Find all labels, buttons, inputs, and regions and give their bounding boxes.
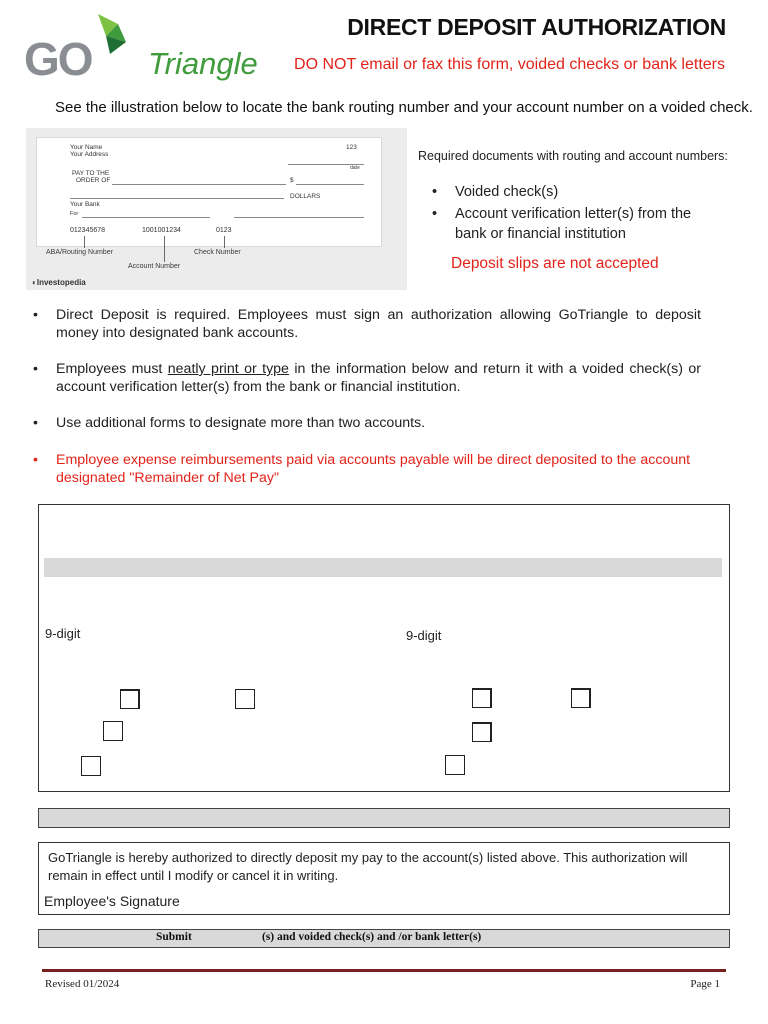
check-name: Your Name bbox=[70, 144, 103, 151]
check-dollars: DOLLARS bbox=[290, 193, 321, 200]
account-number-label: Account Number bbox=[128, 263, 181, 270]
required-item-voided-check: • Voided check(s) bbox=[432, 182, 702, 202]
account-header-band bbox=[44, 558, 722, 577]
check-routing-digits: 012345678 bbox=[70, 227, 106, 234]
account1-checkbox-b[interactable] bbox=[235, 689, 255, 709]
footer-rule bbox=[42, 969, 726, 972]
account1-checkbox-a[interactable] bbox=[120, 689, 140, 709]
gotriangle-logo-icon bbox=[92, 12, 136, 56]
check-payee-line bbox=[112, 184, 286, 185]
employee-signature-label: Employee's Signature bbox=[44, 893, 180, 909]
bullet-underlined-text: neatly print or type bbox=[167, 361, 289, 377]
account2-checkbox-c[interactable] bbox=[472, 722, 492, 742]
check-for: For bbox=[70, 211, 79, 217]
check-bank: Your Bank bbox=[70, 201, 100, 208]
bullet-direct-deposit-required bbox=[33, 306, 701, 343]
account-information-box bbox=[38, 504, 730, 792]
submit-instructions: (s) and voided check(s) and /or bank letter(s) bbox=[262, 931, 482, 943]
account2-checkbox-a[interactable] bbox=[472, 688, 492, 708]
check-account-digits: 1001001234 bbox=[142, 227, 181, 234]
check-address: Your Address bbox=[70, 151, 109, 158]
check-date-line bbox=[288, 164, 364, 165]
authorization-text: GoTriangle is hereby authorized to directly deposit my pay to the account(s) listed above. This authorization will remain in effect until I modify or cancel it in writing. bbox=[48, 850, 688, 883]
check-written-line bbox=[70, 198, 284, 199]
account2-checkbox-d[interactable] bbox=[445, 755, 465, 775]
bullet-print-or-type bbox=[33, 360, 701, 397]
check-amount-line bbox=[296, 184, 364, 185]
page-title: DIRECT DEPOSIT AUTHORIZATION bbox=[347, 14, 726, 40]
bullet-text bbox=[56, 360, 701, 397]
check-order-of: ORDER OF bbox=[76, 177, 111, 184]
section-band bbox=[38, 808, 730, 828]
check-number-top: 123 bbox=[346, 144, 357, 151]
account-pointer bbox=[164, 236, 165, 262]
account1-checkbox-d[interactable] bbox=[81, 756, 101, 776]
check-memo-line bbox=[82, 217, 210, 218]
bullet-text: Employee expense reimbursements paid via accounts payable will be direct deposited to the account designated "Remainder of Net Pay" bbox=[56, 452, 691, 487]
bullet-dot: • bbox=[33, 452, 38, 468]
bullet-dot: • bbox=[33, 415, 38, 431]
intro-text: See the illustration below to locate the bank routing number and your account number on a voided check. bbox=[55, 99, 753, 116]
investopedia-logo-icon: ◐ bbox=[32, 278, 37, 287]
logo-go-text: GO bbox=[24, 33, 92, 85]
bullet-dot: • bbox=[33, 307, 38, 323]
bullet-text: Direct Deposit is required. Employees must sign an authorization allowing GoTriangle to deposit money into designated bank accounts. bbox=[56, 307, 701, 342]
routing-pointer bbox=[84, 236, 85, 248]
bullet-additional-forms bbox=[33, 414, 701, 432]
check-check-digits: 0123 bbox=[216, 227, 232, 234]
bullet-text: Use additional forms to designate more than two accounts. bbox=[56, 415, 426, 431]
bullet-dot: • bbox=[33, 361, 38, 377]
required-documents-title: Required documents with routing and account numbers: bbox=[418, 149, 728, 163]
submit-word: Submit bbox=[156, 931, 192, 943]
check-number-label: Check Number bbox=[194, 249, 241, 256]
investopedia-credit bbox=[32, 278, 86, 287]
check-signature-line bbox=[234, 217, 364, 218]
required-item-verification-letter: • Account verification letter(s) from the bank or financial institution bbox=[432, 204, 702, 244]
routing-number-label: ABA/Routing Number bbox=[46, 249, 113, 256]
bullet-expense-reimbursements bbox=[33, 451, 701, 488]
check-dollar-sign: $ bbox=[290, 177, 294, 184]
logo-triangle-text: Triangle bbox=[148, 46, 258, 81]
bullet-text-part: Employees must bbox=[56, 361, 168, 377]
routing-hint-account-2: 9-digit bbox=[406, 628, 442, 643]
check-date-label: date bbox=[350, 165, 360, 171]
deposit-slips-note: Deposit slips are not accepted bbox=[451, 255, 659, 272]
routing-hint-account-1: 9-digit bbox=[45, 626, 81, 641]
investopedia-text: Investopedia bbox=[36, 278, 86, 287]
page-number: Page 1 bbox=[690, 978, 720, 990]
account1-checkbox-c[interactable] bbox=[103, 721, 123, 741]
check-number-pointer bbox=[224, 236, 225, 248]
revision-date: Revised 01/2024 bbox=[45, 978, 120, 990]
required-documents-list bbox=[432, 182, 702, 246]
check-pay-to: PAY TO THE bbox=[72, 170, 110, 177]
warning-text: DO NOT email or fax this form, voided checks or bank letters bbox=[294, 56, 725, 73]
bullet-text-part: in the information below and return it with a voided check(s) or account verification letter(s) from the bank or financial institution. bbox=[56, 361, 702, 396]
account2-checkbox-b[interactable] bbox=[571, 688, 591, 708]
